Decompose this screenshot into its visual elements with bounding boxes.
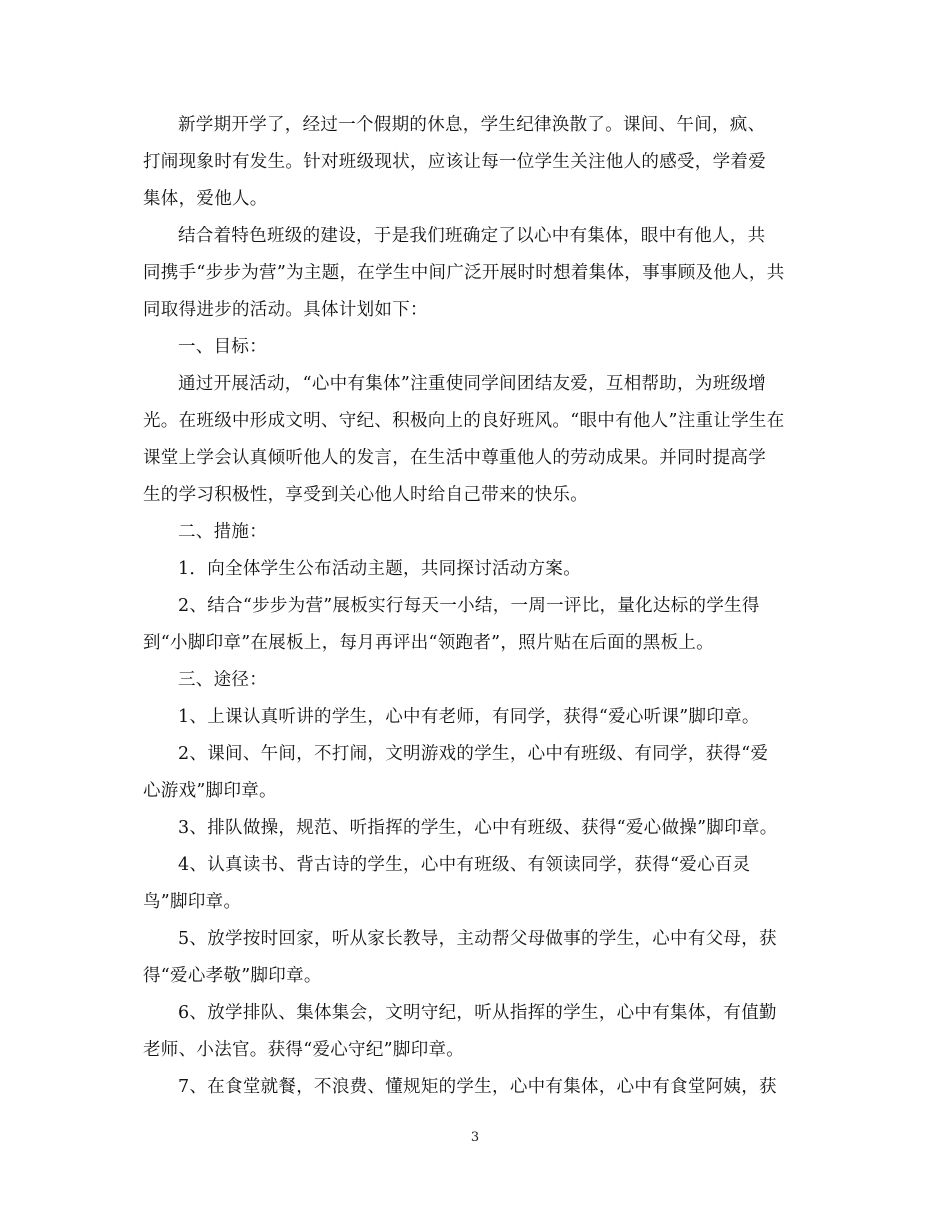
section-heading: 一、目标： [178,337,267,357]
section-heading: 二、措施： [178,522,267,542]
list-item-continuation: 心游戏”脚印章。 [143,781,277,801]
list-item: 2、结合“步步为营”展板实行每天一小结，一周一评比，量化达标的学生得 [178,596,760,616]
paragraph-line: 课堂上学会认真倾听他人的发言，在生活中尊重他人的劳动成果。并同时提高学 [143,448,766,468]
list-item: 3、排队做操，规范、听指挥的学生，心中有班级、获得“爱心做操”脚印章。 [178,818,778,838]
list-item-continuation: 得“爱心孝敬”脚印章。 [143,966,322,986]
list-item: 6、放学排队、集体集会，文明守纪，听从指挥的学生，心中有集体，有值勤 [178,1003,777,1023]
paragraph-line: 生的学习积极性，享受到关心他人时给自己带来的快乐。 [143,485,588,505]
paragraph-line: 光。在班级中形成文明、守纪、积极向上的良好班风。“眼中有他人”注重让学生在 [143,411,785,431]
list-item: 1．向全体学生公布活动主题，共同探讨活动方案。 [178,559,582,579]
page-number: 3 [470,1130,480,1145]
list-item: 7、在食堂就餐，不浪费、懂规矩的学生，心中有集体，心中有食堂阿姨，获 [178,1077,777,1097]
paragraph-line: 新学期开学了，经过一个假期的休息，学生纪律涣散了。课间、午间，疯、 [178,115,766,135]
paragraph-line: 同取得进步的活动。具体计划如下： [143,300,428,320]
list-item-continuation: 到“小脚印章”在展板上，每月再评出“领跑者”，照片贴在后面的黑板上。 [143,633,714,653]
list-item: 5、放学按时回家，听从家长教导，主动帮父母做事的学生，心中有父母，获 [178,929,777,949]
list-item: 4、认真读书、背古诗的学生，心中有班级、有领读同学，获得“爱心百灵 [178,855,751,875]
paragraph-line: 同携手“步步为营”为主题，在学生中间广泛开展时时想着集体，事事顾及他人，共 [143,263,785,283]
paragraph-line: 集体，爱他人。 [143,189,268,209]
list-item: 1、上课认真听讲的学生，心中有老师，有同学，获得“爱心听课”脚印章。 [178,707,760,727]
paragraph-line: 通过开展活动，“心中有集体”注重使同学间团结友爱，互相帮助，为班级增 [178,374,767,394]
list-item-continuation: 老师、小法官。获得“爱心守纪”脚印章。 [143,1040,465,1060]
list-item: 2、课间、午间，不打闹，文明游戏的学生，心中有班级、有同学，获得“爱 [178,744,769,764]
paragraph-line: 打闹现象时有发生。针对班级现状，应该让每一位学生关注他人的感受，学着爱 [143,152,766,172]
list-item-continuation: 鸟”脚印章。 [143,892,242,912]
paragraph-line: 结合着特色班级的建设，于是我们班确定了以心中有集体，眼中有他人，共 [178,226,766,246]
section-heading: 三、途径： [178,670,267,690]
